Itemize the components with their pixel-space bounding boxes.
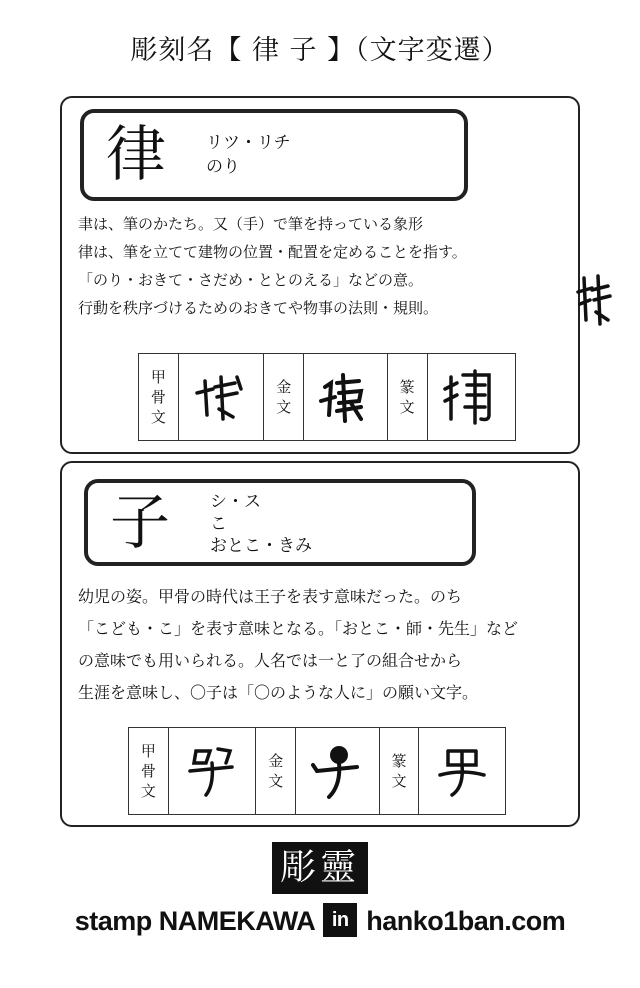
- desc-line: 「のり・おきて・さだめ・ととのえる」などの意。: [78, 271, 424, 289]
- oracle-bone-label: 甲 骨 文: [129, 728, 169, 814]
- kanji-character: 律: [106, 120, 166, 190]
- footer-brand-name: stamp NAMEKAWA: [74, 906, 315, 937]
- kanji-description: [78, 581, 578, 709]
- desc-line: の意味でも用いられる。人名では一と了の組合せから: [78, 651, 463, 670]
- kanji-card-ritsu: [60, 96, 580, 454]
- reading-name: おとこ・きみ: [210, 536, 312, 556]
- oracle-bone-glyph-icon: [169, 728, 257, 814]
- script-evolution-table: [138, 353, 516, 441]
- desc-line: 幼児の姿。甲骨の時代は王子を表す意味だった。のち: [78, 587, 463, 606]
- seal-script-glyph-icon: [428, 354, 516, 440]
- reading-on: シ・ス: [210, 492, 261, 512]
- bronze-glyph-icon: [296, 728, 380, 814]
- bronze-label: 金 文: [264, 354, 304, 440]
- script-evolution-table: [128, 727, 506, 815]
- desc-line: 「こども・こ」を表す意味となる。「おとこ・師・先生」など: [78, 619, 519, 638]
- desc-line: 律は、筆を立てて建物の位置・配置を定めることを指す。: [78, 243, 467, 261]
- brand-logo: 彫靈: [272, 842, 368, 894]
- reading-on: リツ・リチ: [206, 133, 291, 153]
- kanji-name-box: [80, 109, 468, 201]
- kanji-character: 子: [110, 488, 170, 558]
- desc-line: 生涯を意味し、〇子は「〇のような人に」の願い文字。: [78, 683, 479, 702]
- oracle-bone-label: 甲 骨 文: [139, 354, 179, 440]
- kanji-card-ko: [60, 461, 580, 827]
- page-title: 彫刻名【 律 子 】（文字変遷）: [130, 35, 510, 66]
- hanko-icon: in: [323, 903, 357, 937]
- seal-script-label: 篆 文: [388, 354, 428, 440]
- reading-kun: こ: [210, 514, 227, 534]
- bronze-label: 金 文: [256, 728, 296, 814]
- desc-line: 行動を秩序づけるためのおきてや物事の法則・規則。: [78, 299, 439, 317]
- oracle-bone-glyph-icon: [179, 354, 265, 440]
- footer-website-link[interactable]: hanko1ban.com: [366, 906, 566, 937]
- kanji-readings: [206, 131, 291, 179]
- brush-glyph-icon: [574, 270, 614, 330]
- desc-line: 聿は、筆のかたち。又（手）で筆を持っている象形: [78, 215, 424, 233]
- kanji-readings: [210, 491, 312, 557]
- kanji-description: [78, 210, 578, 322]
- bronze-glyph-icon: [304, 354, 388, 440]
- seal-script-label: 篆 文: [380, 728, 420, 814]
- reading-kun: のり: [206, 157, 240, 177]
- seal-script-glyph-icon: [419, 728, 505, 814]
- footer-brand: [0, 906, 640, 940]
- kanji-name-box: [84, 479, 476, 566]
